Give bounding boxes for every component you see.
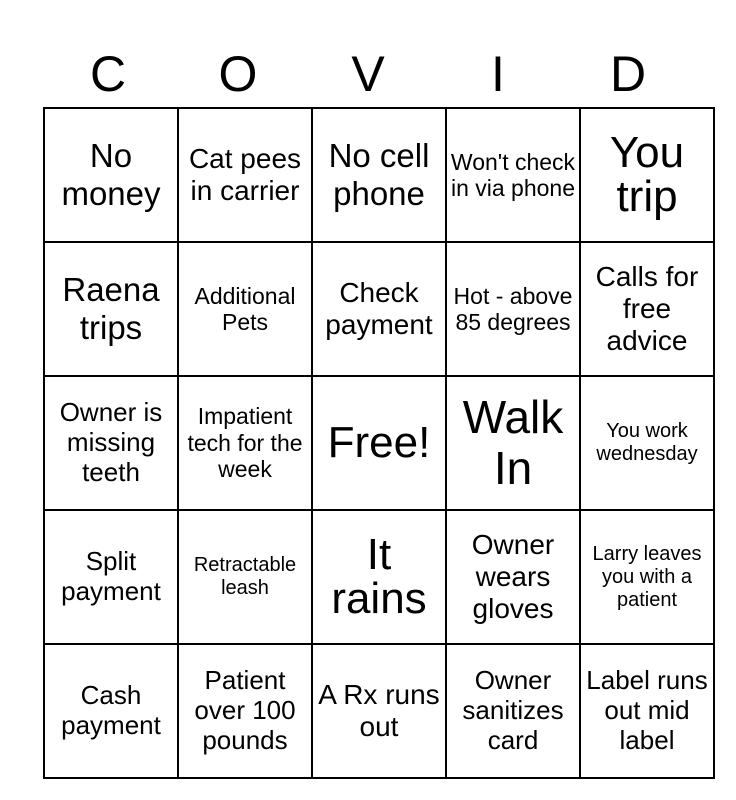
bingo-cell[interactable]: Owner sanitizes card — [446, 644, 580, 778]
bingo-cell[interactable]: Additional Pets — [178, 242, 312, 376]
bingo-cell[interactable]: Retractable leash — [178, 510, 312, 644]
bingo-cell[interactable]: You work wednesday — [580, 376, 714, 510]
bingo-cell[interactable]: Owner is missing teeth — [44, 376, 178, 510]
bingo-cell[interactable]: Label runs out mid label — [580, 644, 714, 778]
header-letter-c: C — [89, 46, 127, 102]
bingo-cell[interactable]: Impatient tech for the week — [178, 376, 312, 510]
bingo-cell[interactable]: Hot - above 85 degrees — [446, 242, 580, 376]
bingo-cell[interactable]: Owner wears gloves — [446, 510, 580, 644]
grid-row — [44, 376, 714, 510]
bingo-cell[interactable]: No cell phone — [312, 108, 446, 242]
bingo-cell[interactable]: Cash payment — [44, 644, 178, 778]
bingo-cell[interactable]: Cat pees in carrier — [178, 108, 312, 242]
bingo-cell[interactable]: Raena trips — [44, 242, 178, 376]
header-letter-o: O — [218, 46, 258, 102]
header-letter-d: D — [609, 46, 647, 102]
bingo-cell[interactable]: You trip — [580, 108, 714, 242]
bingo-grid — [43, 107, 715, 779]
grid-row — [44, 242, 714, 376]
grid-row — [44, 510, 714, 644]
bingo-cell[interactable]: It rains — [312, 510, 446, 644]
bingo-cell[interactable]: Larry leaves you with a patient — [580, 510, 714, 644]
header-letter-i: I — [491, 46, 505, 102]
bingo-cell[interactable]: Walk In — [446, 376, 580, 510]
bingo-cell[interactable]: Calls for free advice — [580, 242, 714, 376]
bingo-cell[interactable]: No money — [44, 108, 178, 242]
bingo-cell-free[interactable]: Free! — [312, 376, 446, 510]
bingo-cell[interactable]: Patient over 100 pounds — [178, 644, 312, 778]
bingo-cell[interactable]: A Rx runs out — [312, 644, 446, 778]
bingo-cell[interactable]: Check payment — [312, 242, 446, 376]
bingo-cell[interactable]: Won't check in via phone — [446, 108, 580, 242]
bingo-cell[interactable]: Split payment — [44, 510, 178, 644]
header-letter-v: V — [351, 46, 385, 102]
grid-row — [44, 108, 714, 242]
grid-row — [44, 644, 714, 778]
bingo-header — [43, 40, 693, 108]
